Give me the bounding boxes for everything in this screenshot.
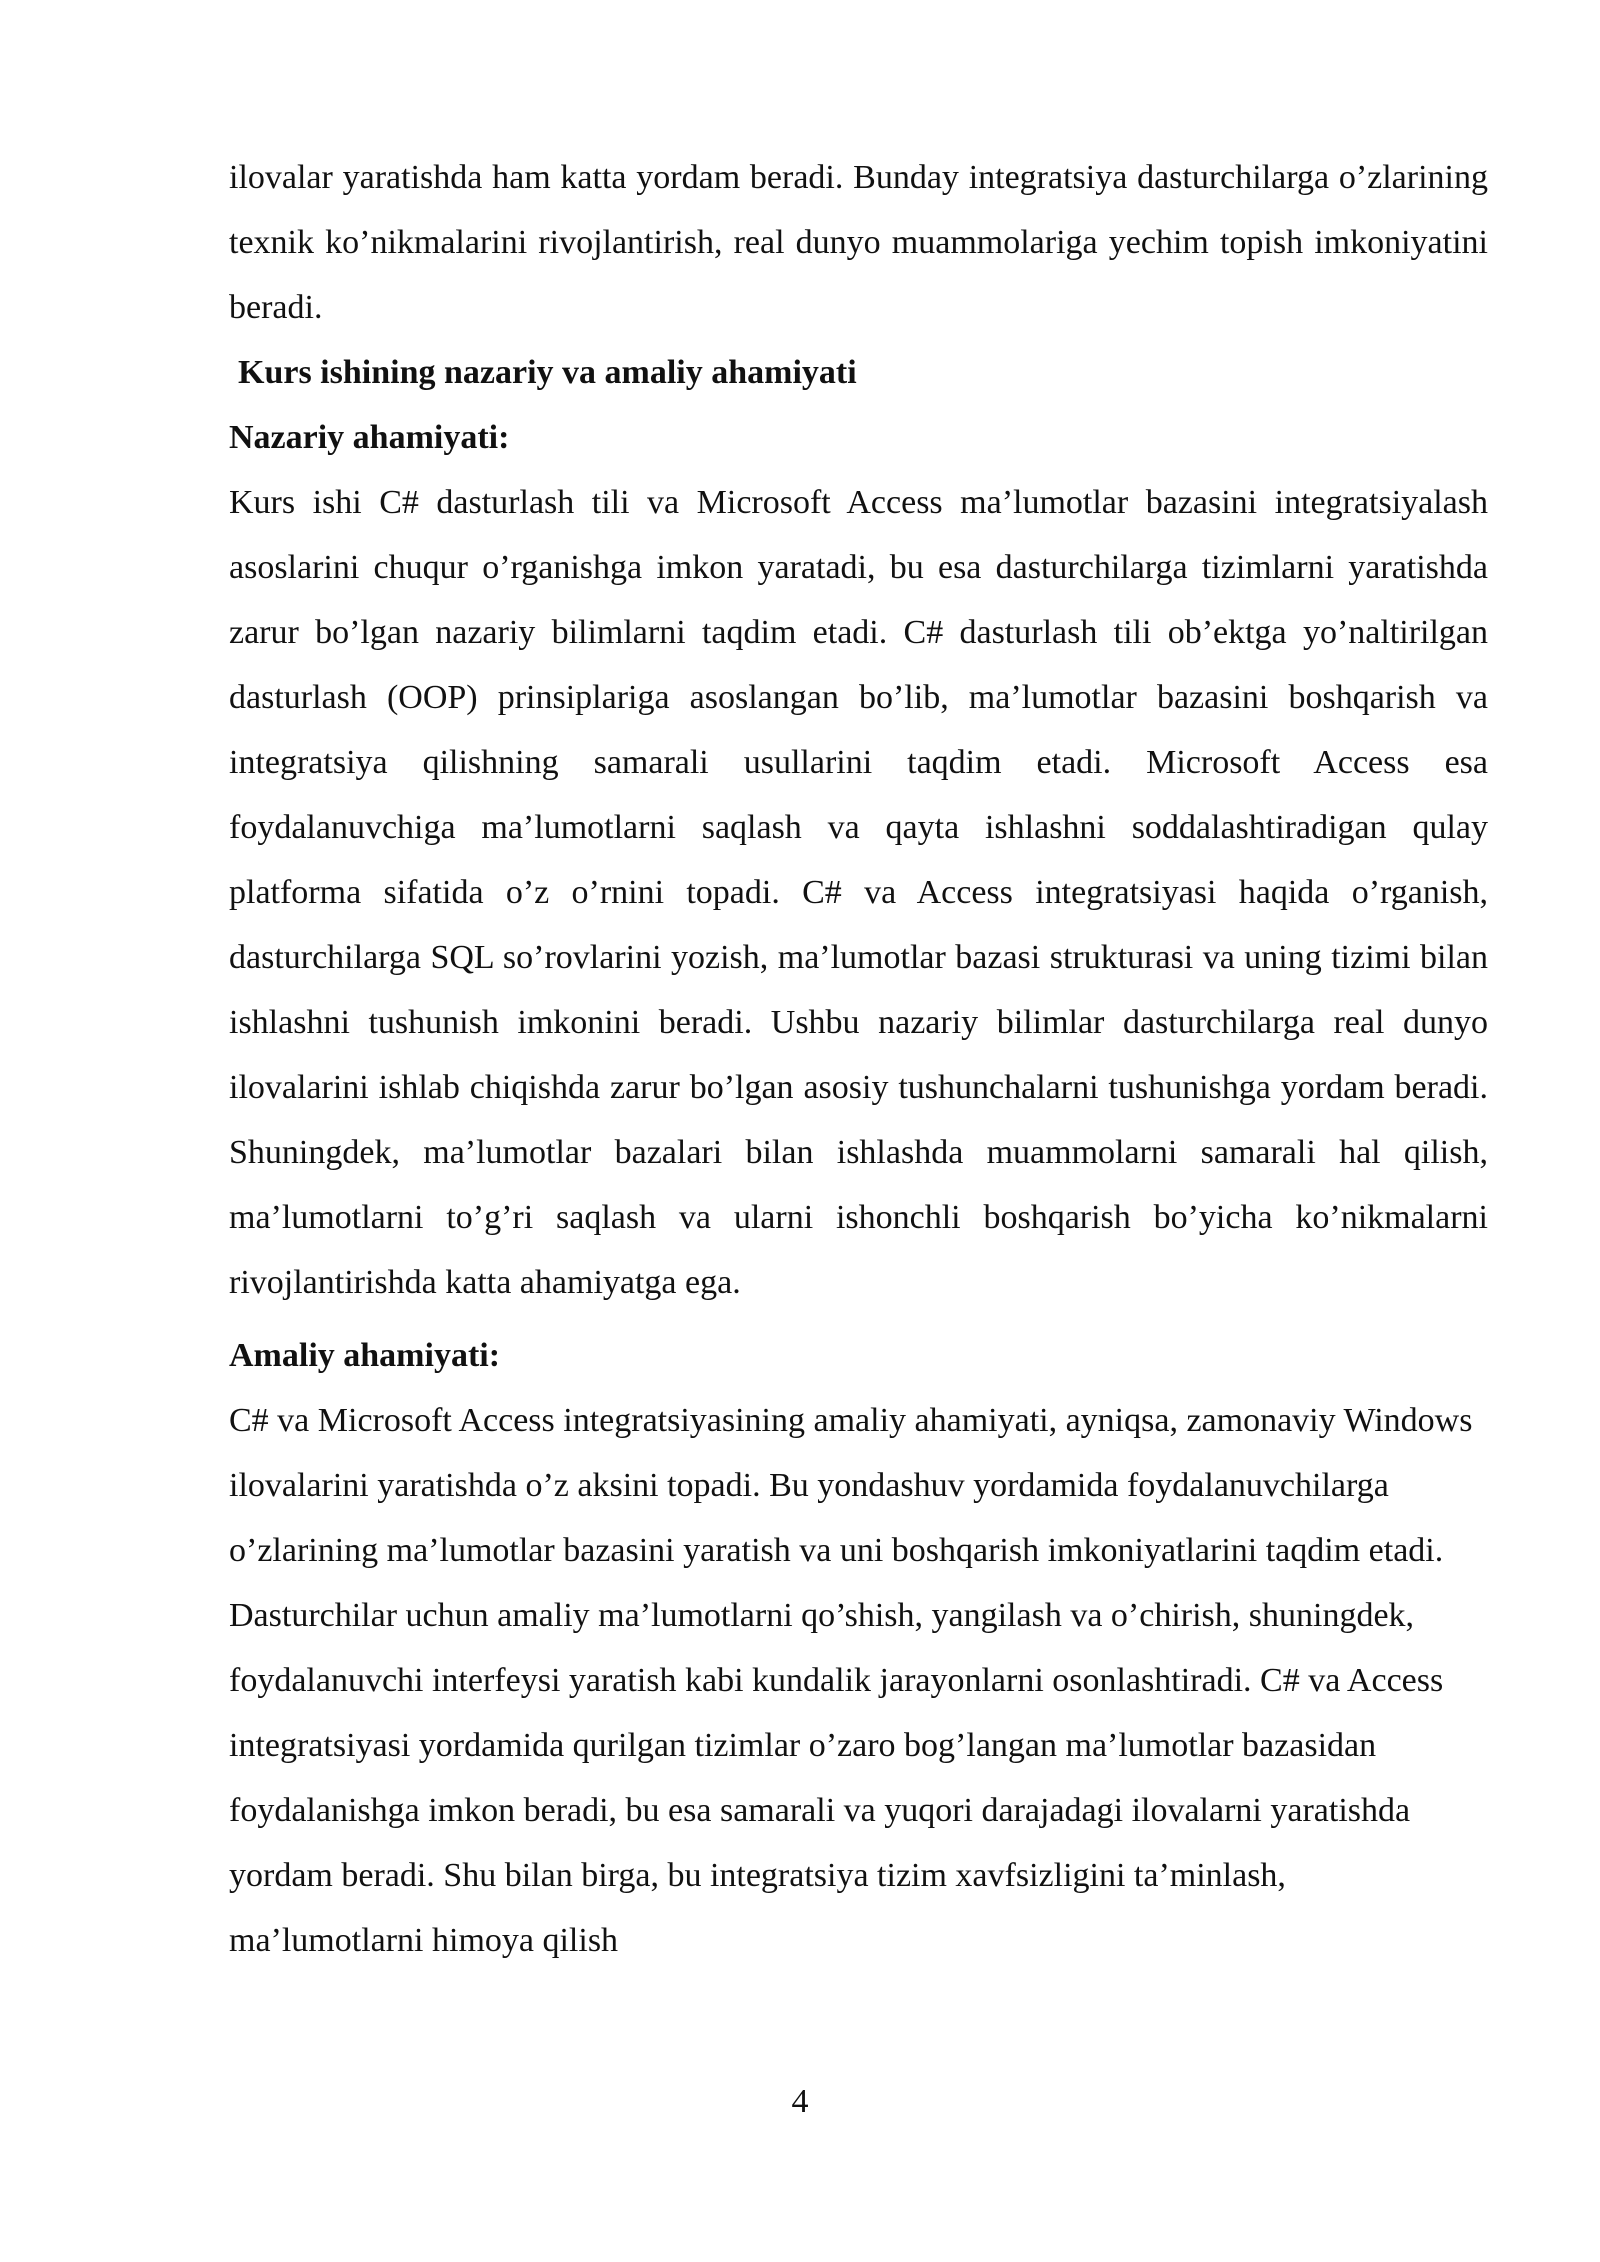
practice-paragraph: C# va Microsoft Access integratsiyasining amaliy ahamiyati, ayniqsa, zamonaviy Windows ilovalarini yaratishda o’z aksini topadi. Bu yondashuv yordamida foydalanuvchilarga o’zlarining ma’lumotlar bazasini yaratish va uni boshqarish imkoniyatlarini taqdim etadi. Dasturchilar uchun amaliy ma’lumotlarni qo’shish, yangilash va o’chirish, shuningdek, foydalanuvchi interfeysi yaratish kabi kundalik jarayonlarni osonlashtiradi. C# va Access integratsiyasi yordamida qurilgan tizimlar o’zaro bog’langan ma’lumotlar bazasidan foydalanishga imkon beradi, bu esa samarali va yuqori darajadagi ilovalarni yaratishda yordam beradi. Shu bilan birga, bu integratsiya tizim xavfsizligini ta’minlash, ma’lumotlarni himoya qilish <box>229 1402 1473 1959</box>
document-page <box>229 145 1488 1973</box>
page-number: 4 <box>791 2083 809 2120</box>
theory-paragraph: Kurs ishi C# dasturlash tili va Microsoft Access ma’lumotlar bazasini integratsiyalash asoslarini chuqur o’rganishga imkon yaratadi, bu esa dasturchilarga tizimlarni yaratishda zarur bo’lgan nazariy bilimlarni taqdim etadi. C# dasturlash tili ob’ektga yo’naltirilgan dasturlash (OOP) prinsiplariga asoslangan bo’lib, ma’lumotlar bazasini boshqarish va integratsiya qilishning samarali usullarini taqdim etadi. Microsoft Access esa foydalanuvchiga ma’lumotlarni saqlash va qayta ishlashni soddalashtiradigan qulay platforma sifatida o’z o’rnini topadi. C# va Access integratsiyasi haqida o’rganish, dasturchilarga SQL so’rovlarini yozish, ma’lumotlar bazasi strukturasi va uning tizimi bilan ishlashni tushunish imkonini beradi. Ushbu nazariy bilimlar dasturchilarga real dunyo ilovalarini ishlab chiqishda zarur bo’lgan asosiy tushunchalarni tushunishga yordam beradi. Shuningdek, ma’lumotlar bazalari bilan ishlashda muammolarni samarali hal qilish, ma’lumotlarni to’g’ri saqlash va ularni ishonchli boshqarish bo’yicha ko’nikmalarni rivojlantirishda katta ahamiyatga ega. <box>229 484 1488 1301</box>
theory-heading: Nazariy ahamiyati: <box>229 419 510 456</box>
practice-heading: Amaliy ahamiyati: <box>229 1337 501 1374</box>
section-heading: Kurs ishining nazariy va amaliy ahamiyati <box>238 354 857 391</box>
intro-paragraph: ilovalar yaratishda ham katta yordam beradi. Bunday integratsiya dasturchilarga o’zlarining texnik ko’nikmalarini rivojlantirish, real dunyo muammolariga yechim topish imkoniyatini beradi. <box>229 159 1488 326</box>
